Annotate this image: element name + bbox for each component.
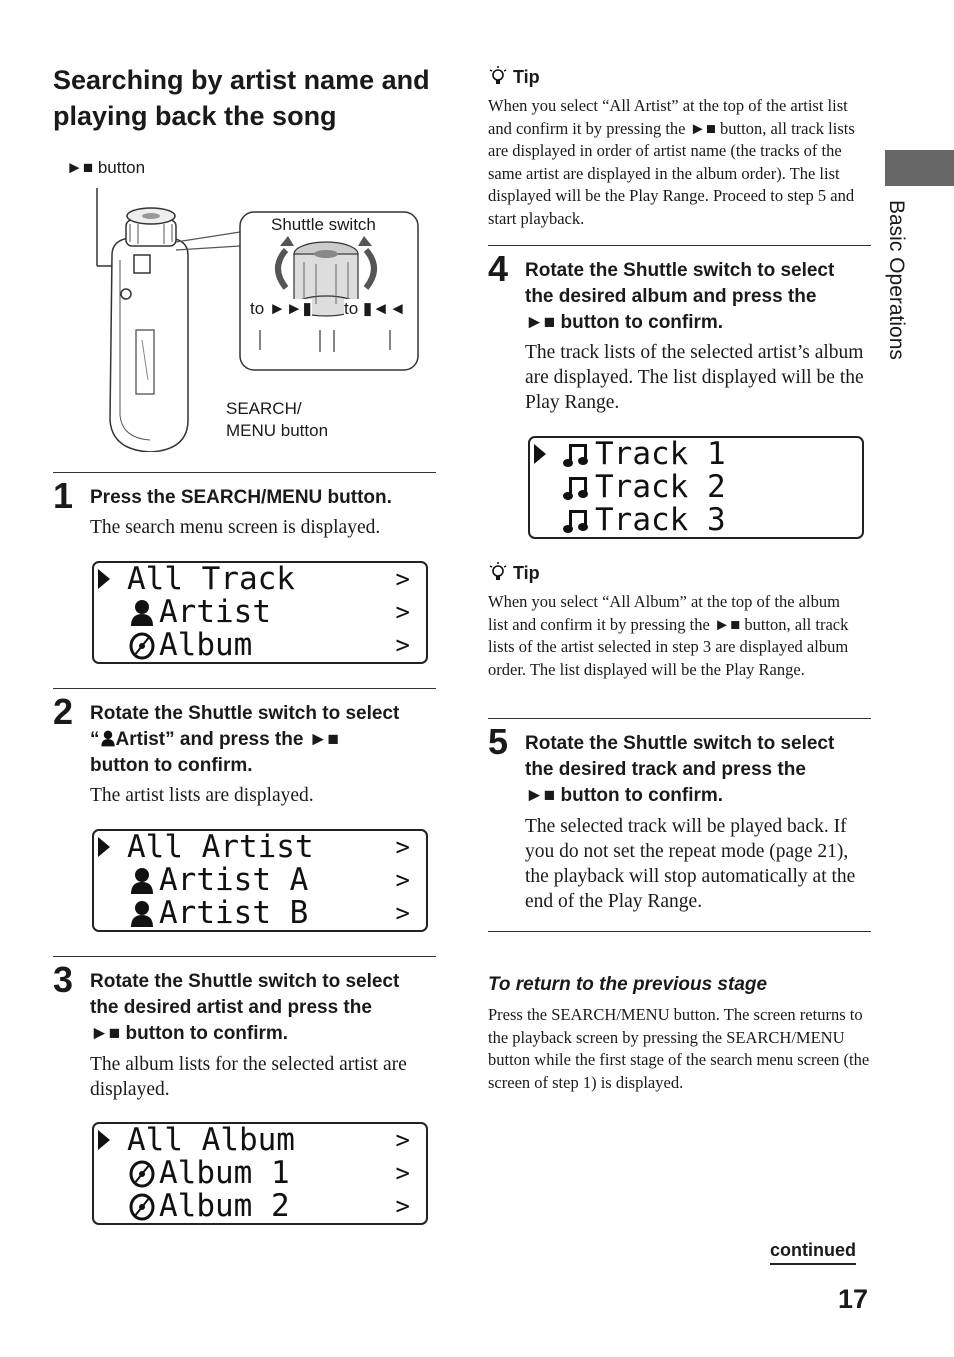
lightbulb-icon <box>488 66 508 86</box>
step-1-heading: Press the SEARCH/MENU button. <box>90 487 392 508</box>
lcd-screen-search-menu <box>92 561 428 664</box>
note-icon <box>563 507 589 535</box>
to-next-label: to ►►▮ <box>250 299 312 318</box>
lightbulb-icon <box>488 562 508 582</box>
lcd-screen-track-list <box>528 436 864 539</box>
cursor-icon <box>98 837 110 857</box>
lcd-row: Track 1 <box>530 438 862 471</box>
step-2-heading: Rotate the Shuttle switch to select “ Artist” and press the ►■ button to confirm. <box>90 703 400 776</box>
search-menu-callout: SEARCH/ MENU button <box>226 399 329 440</box>
step-5-number: 5 <box>488 721 509 762</box>
step-1-body: The search menu screen is displayed. <box>90 517 381 538</box>
tip-2-heading: Tip <box>488 562 540 584</box>
cursor-icon <box>98 1130 110 1150</box>
tip-1-body: When you select “All Artist” at the top of the artist list and confirm it by pressing the ►■ button, all track lists are displayed in order of artist name (the tracks of the same artist are displayed in the album order). The list displayed will be the Play Range. Proceed to step 5 and start playback. <box>488 96 855 228</box>
step-1-number: 1 <box>53 475 74 516</box>
note-icon <box>563 441 589 469</box>
return-heading: To return to the previous stage <box>488 974 768 995</box>
lcd-row: All Track > <box>94 563 426 596</box>
artist-icon <box>129 599 155 627</box>
lcd-row: Album 1 > <box>94 1157 426 1190</box>
lcd-row: Album 2 > <box>94 1190 426 1223</box>
lcd-screen-album-list <box>92 1122 428 1225</box>
lcd-row: Artist A > <box>94 864 426 897</box>
step-3-number: 3 <box>53 959 74 1000</box>
lcd-screen-artist-list <box>92 829 428 932</box>
lcd-row: Track 3 <box>530 504 862 537</box>
page-title: Searching by artist name and playing back the song <box>53 65 430 131</box>
tip-2-body: When you select “All Album” at the top of the album list and confirm it by pressing the ►■ button, all track lists of the artist selected in step 3 are displayed album order. The list displayed will be the Play Range. <box>488 592 849 679</box>
album-icon <box>129 1160 155 1188</box>
step-3-heading: Rotate the Shuttle switch to select the desired artist and press the ►■ button to confirm. <box>90 971 400 1044</box>
return-body: Press the SEARCH/MENU button. The screen returns to the playback screen by pressing the SEARCH/MENU button while the first stage of the search menu screen (the screen of step 1) is displayed. <box>488 1005 870 1092</box>
lcd-row: Album > <box>94 629 426 662</box>
artist-icon <box>129 900 155 928</box>
step-4-number: 4 <box>488 248 509 289</box>
lcd-row: Artist > <box>94 596 426 629</box>
lcd-row: Track 2 <box>530 471 862 504</box>
step-2-number: 2 <box>53 691 74 732</box>
tip-1-heading: Tip <box>488 66 540 88</box>
album-icon <box>129 1193 155 1221</box>
lcd-row: All Album > <box>94 1124 426 1157</box>
artist-icon <box>100 730 116 747</box>
step-5-body: The selected track will be played back. If you do not set the repeat mode (page 21), the playback will stop automatically at the end of the Play Range. <box>525 816 856 912</box>
album-icon <box>129 632 155 660</box>
note-icon <box>563 474 589 502</box>
shuttle-switch-callout: Shuttle switch <box>271 215 376 234</box>
step-4-heading: Rotate the Shuttle switch to select the desired album and press the ►■ button to confirm. <box>525 260 835 333</box>
section-tab-marker <box>885 150 954 186</box>
page-number: 17 <box>838 1284 869 1314</box>
cursor-icon <box>534 444 546 464</box>
step-3-body: The album lists for the selected artist are displayed. <box>90 1054 407 1100</box>
play-button-callout: ►■ button <box>66 158 146 177</box>
lcd-row: All Artist > <box>94 831 426 864</box>
cursor-icon <box>98 569 110 589</box>
continued-label: continued <box>770 1240 856 1265</box>
artist-icon <box>129 867 155 895</box>
step-4-body: The track lists of the selected artist’s album are displayed. The list displayed will be the Play Range. <box>525 342 864 413</box>
step-5-heading: Rotate the Shuttle switch to select the desired track and press the ►■ button to confirm. <box>525 733 835 806</box>
to-previous-label: to ▮◄◄ <box>344 299 406 318</box>
lcd-row: Artist B > <box>94 897 426 930</box>
step-2-body: The artist lists are displayed. <box>90 785 314 806</box>
side-section-label: Basic Operations <box>885 200 908 360</box>
